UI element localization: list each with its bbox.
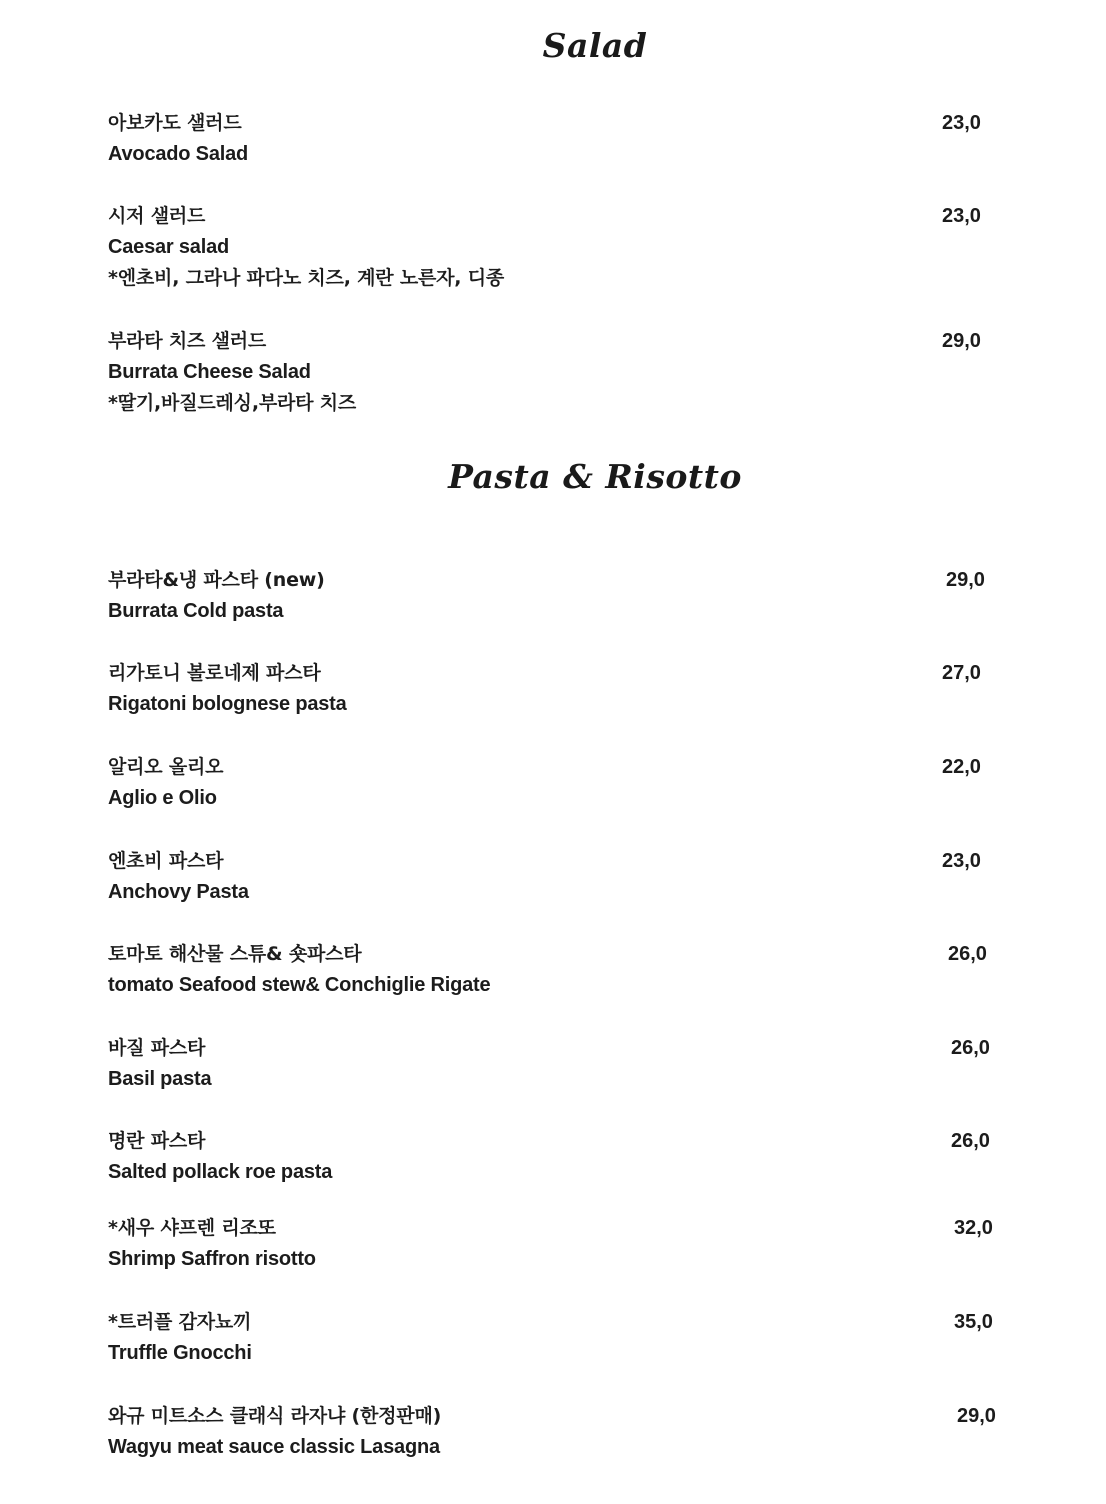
menu-item-korean-name: 바질 파스타 [108, 1037, 206, 1059]
menu-item-price: 26,0 [951, 1130, 990, 1152]
menu-item-price: 23,0 [942, 850, 981, 872]
menu-item-english-name: tomato Seafood stew& Conchiglie Rigate [108, 974, 491, 996]
menu-item-english-name: Avocado Salad [108, 143, 249, 165]
menu-item-price: 32,0 [954, 1217, 993, 1239]
menu-item-korean-name: 와규 미트소스 클래식 라자냐 (한정판매) [108, 1405, 442, 1427]
menu-item-english-name: Wagyu meat sauce classic Lasagna [108, 1436, 440, 1458]
menu-item-aglio-e-olio [108, 752, 1008, 814]
menu-item-korean-name: 부라타&냉 파스타 (new) [108, 569, 325, 591]
menu-item-korean-name: 부라타 치즈 샐러드 [108, 330, 267, 352]
menu-item-korean-name: 명란 파스타 [108, 1130, 206, 1152]
menu-item-price: 26,0 [951, 1037, 990, 1059]
menu-item-korean-name: 아보카도 샐러드 [108, 112, 242, 134]
salad-section-title: Salad [542, 26, 648, 65]
menu-item-wagyu-lasagna [108, 1401, 1008, 1463]
menu-item-price: 29,0 [957, 1405, 996, 1427]
menu-item-price: 22,0 [942, 756, 981, 778]
menu-item-ingredients-note: *엔초비, 그라나 파다노 치즈, 계란 노른자, 디종 [108, 267, 505, 289]
menu-item-price: 23,0 [942, 205, 981, 227]
menu-item-korean-name: 토마토 해산물 스튜& 숏파스타 [108, 943, 362, 965]
menu-item-english-name: Anchovy Pasta [108, 881, 249, 903]
menu-item-korean-name: 알리오 올리오 [108, 756, 224, 778]
menu-item-price: 27,0 [942, 662, 981, 684]
menu-item-english-name: Shrimp Saffron risotto [108, 1248, 316, 1270]
menu-item-korean-name: *새우 샤프렌 리조또 [108, 1217, 276, 1239]
menu-item-tomato-seafood-stew [108, 939, 1008, 1001]
menu-item-price: 26,0 [948, 943, 987, 965]
menu-item-english-name: Basil pasta [108, 1068, 212, 1090]
menu-item-avocado-salad [108, 108, 1008, 170]
pasta-section-title: Pasta & Risotto [448, 457, 742, 496]
menu-item-english-name: Truffle Gnocchi [108, 1342, 252, 1364]
menu-item-english-name: Salted pollack roe pasta [108, 1161, 333, 1183]
menu-item-price: 35,0 [954, 1311, 993, 1333]
menu-item-price: 29,0 [942, 330, 981, 352]
menu-item-rigatoni-bolognese [108, 658, 1008, 720]
menu-item-english-name: Aglio e Olio [108, 787, 217, 809]
menu-item-korean-name: *트러플 감자뇨끼 [108, 1311, 252, 1333]
menu-item-english-name: Burrata Cheese Salad [108, 361, 311, 383]
menu-item-pollack-roe-pasta [108, 1126, 1008, 1188]
menu-item-korean-name: 리가토니 볼로네제 파스타 [108, 662, 321, 684]
menu-item-burrata-cold-pasta [108, 565, 1008, 627]
menu-item-price: 23,0 [942, 112, 981, 134]
menu-item-english-name: Rigatoni bolognese pasta [108, 693, 347, 715]
menu-item-english-name: Burrata Cold pasta [108, 600, 284, 622]
menu-item-price: 29,0 [946, 569, 985, 591]
menu-item-truffle-gnocchi [108, 1307, 1008, 1369]
menu-item-korean-name: 시저 샐러드 [108, 205, 206, 227]
menu-item-ingredients-note: *딸기,바질드레싱,부라타 치즈 [108, 392, 357, 414]
menu-item-burrata-cheese-salad [108, 326, 1008, 419]
menu-item-korean-name: 엔초비 파스타 [108, 850, 224, 872]
menu-item-anchovy-pasta [108, 846, 1008, 908]
menu-item-caesar-salad [108, 201, 1008, 294]
menu-item-shrimp-saffron-risotto [108, 1213, 1008, 1275]
menu-item-english-name: Caesar salad [108, 236, 230, 258]
menu-item-basil-pasta [108, 1033, 1008, 1095]
